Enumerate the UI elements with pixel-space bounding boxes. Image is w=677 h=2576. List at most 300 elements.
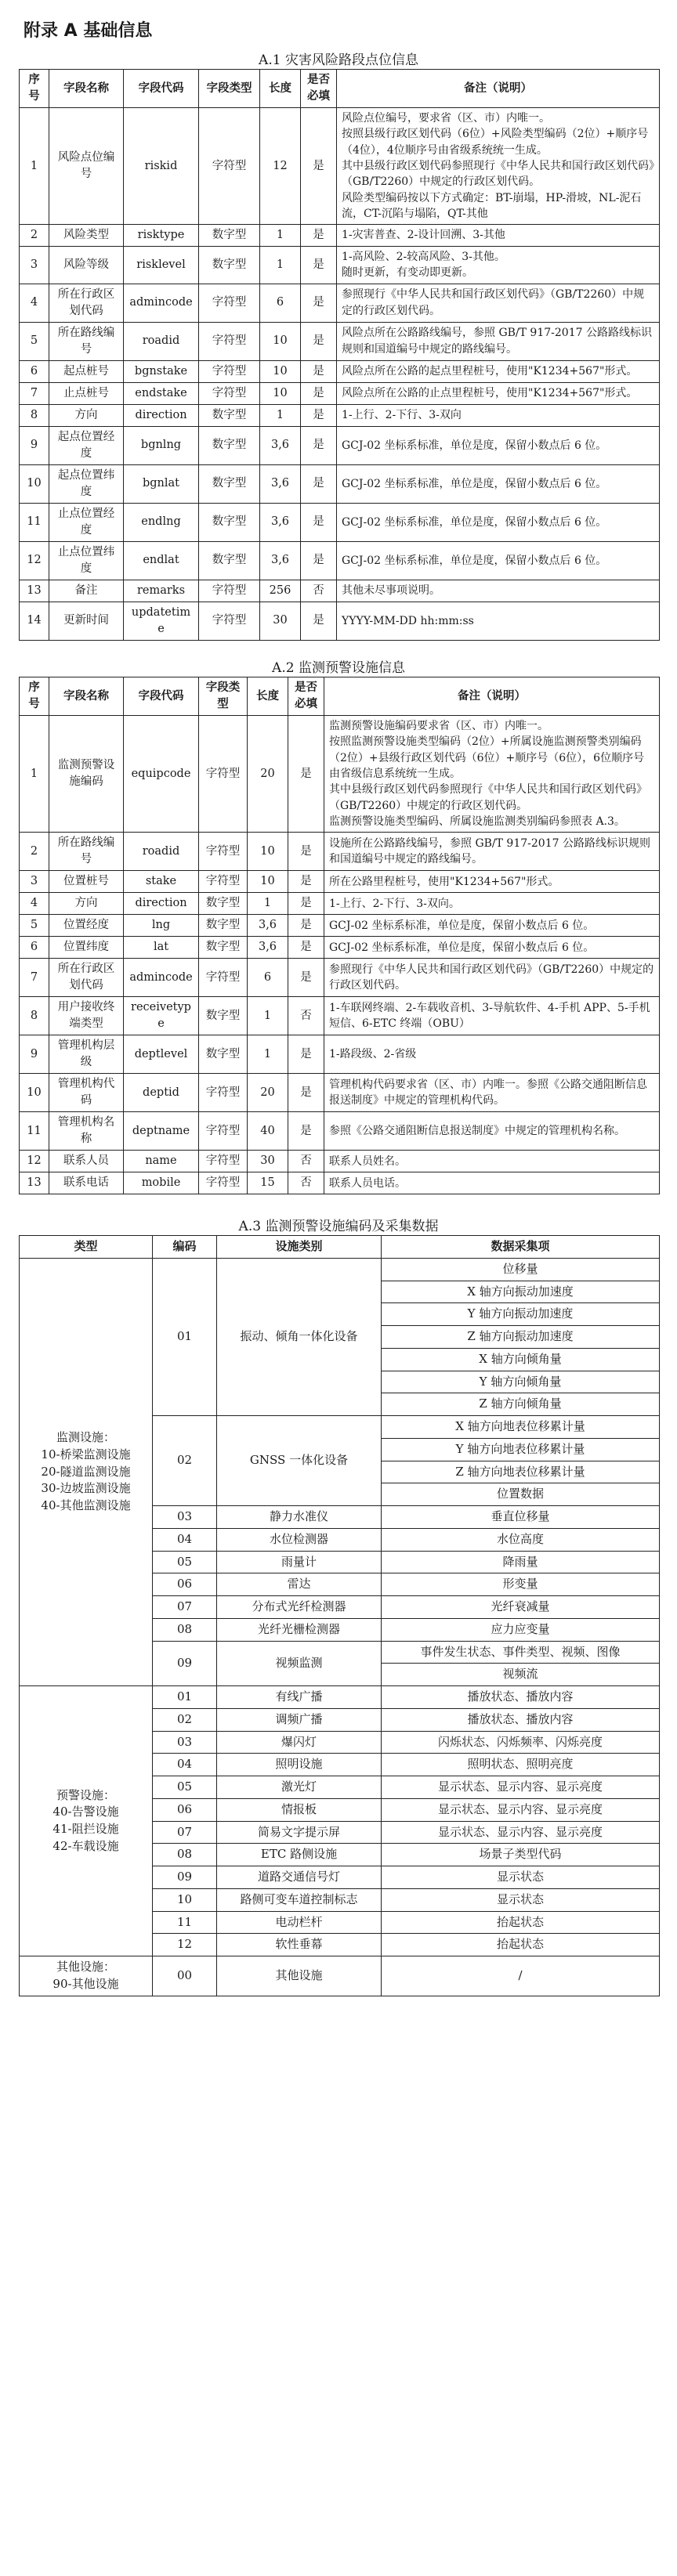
facility-category: 软性垂幕 (217, 1934, 382, 1956)
facility-code: 09 (153, 1866, 217, 1889)
cell-field-code: deptlevel (124, 1035, 199, 1074)
cell-required: 是 (288, 871, 324, 893)
cell-seq: 13 (20, 1172, 49, 1194)
cell-field-type: 数字型 (199, 541, 260, 580)
facility-code: 10 (153, 1888, 217, 1911)
table-row (20, 1258, 660, 1281)
data-item: 抬起状态 (382, 1911, 660, 1934)
data-item: Z 轴方向振动加速度 (382, 1326, 660, 1349)
cell-field-code: bgnlng (124, 426, 199, 464)
cell-length: 20 (248, 1074, 288, 1112)
cell-seq: 12 (20, 541, 49, 580)
data-item: 位移量 (382, 1258, 660, 1281)
cell-required: 是 (288, 1112, 324, 1151)
cell-seq: 9 (20, 426, 49, 464)
cell-remark: 其他未尽事项说明。 (337, 580, 660, 602)
cell-remark: 1-车联网终端、2-车载收音机、3-导航软件、4-手机 APP、5-手机短信、6-ETC 终端（OBU） (324, 997, 660, 1035)
facility-category: 水位检测器 (217, 1528, 382, 1551)
facility-category: 雨量计 (217, 1551, 382, 1573)
data-item: 应力应变量 (382, 1618, 660, 1641)
facility-category: 分布式光纤检测器 (217, 1596, 382, 1619)
cell-seq: 4 (20, 893, 49, 915)
facility-code: 08 (153, 1618, 217, 1641)
cell-length: 1 (260, 247, 301, 284)
cell-required: 是 (288, 833, 324, 871)
cell-field-code: admincode (124, 959, 199, 997)
column-header-remark: 备注（说明） (324, 677, 660, 716)
column-header-seq: 序号 (20, 677, 49, 716)
facility-code: 05 (153, 1551, 217, 1573)
cell-length: 3,6 (260, 464, 301, 503)
cell-field-type: 数字型 (199, 997, 248, 1035)
column-header-field-code: 字段代码 (124, 70, 199, 108)
facility-code: 03 (153, 1506, 217, 1529)
cell-field-code: bgnstake (124, 360, 199, 382)
cell-length: 3,6 (260, 426, 301, 464)
cell-remark: 参照现行《中华人民共和国行政区划代码》（GB/T2260）中规定的行政区划代码。 (337, 284, 660, 322)
data-item: 抬起状态 (382, 1934, 660, 1956)
table-row (20, 225, 660, 247)
data-item: 场景子类型代码 (382, 1844, 660, 1866)
cell-seq: 10 (20, 1074, 49, 1112)
facility-code: 01 (153, 1686, 217, 1709)
cell-field-name: 位置桩号 (49, 871, 124, 893)
cell-field-name: 风险类型 (49, 225, 124, 247)
data-item: Y 轴方向地表位移累计量 (382, 1438, 660, 1461)
data-item: X 轴方向地表位移累计量 (382, 1416, 660, 1439)
table-row (20, 1112, 660, 1151)
cell-field-code: endstake (124, 382, 199, 404)
cell-remark: 1-路段级、2-省级 (324, 1035, 660, 1074)
table-row (20, 959, 660, 997)
data-item: 显示状态、显示内容、显示亮度 (382, 1776, 660, 1799)
table-row (20, 1151, 660, 1172)
table-row (20, 247, 660, 284)
facility-category: 振动、倾角一体化设备 (217, 1258, 382, 1415)
table1-caption: A.1 灾害风险路段点位信息 (259, 52, 418, 68)
cell-length: 3,6 (248, 937, 288, 959)
cell-field-type: 数字型 (199, 893, 248, 915)
cell-field-code: direction (124, 893, 199, 915)
cell-field-type: 字符型 (199, 1151, 248, 1172)
cell-field-name: 所在行政区划代码 (49, 284, 124, 322)
cell-seq: 9 (20, 1035, 49, 1074)
cell-remark: 1-上行、2-下行、3-双向 (337, 404, 660, 426)
cell-field-name: 起点桩号 (49, 360, 124, 382)
cell-required: 是 (301, 503, 337, 541)
facility-code: 05 (153, 1776, 217, 1799)
table-row (20, 1686, 660, 1709)
facility-category: 照明设施 (217, 1754, 382, 1776)
data-item: 水位高度 (382, 1528, 660, 1551)
data-item: Z 轴方向地表位移累计量 (382, 1461, 660, 1483)
data-item: X 轴方向倾角量 (382, 1348, 660, 1371)
table-row (20, 426, 660, 464)
group-type: 其他设施： 90-其他设施 (20, 1956, 153, 1996)
cell-field-code: name (124, 1151, 199, 1172)
cell-field-type: 字符型 (199, 716, 248, 833)
table-row (20, 360, 660, 382)
column-header-length: 长度 (248, 677, 288, 716)
table-row (20, 893, 660, 915)
column-header-code: 编码 (153, 1236, 217, 1259)
column-header-required: 是否必填 (288, 677, 324, 716)
cell-field-name: 管理机构名称 (49, 1112, 124, 1151)
cell-remark: 风险点所在公路路线编号，参照 GB/T 917-2017 公路路线标识规则和国道编号中规定的路线编号。 (337, 322, 660, 360)
cell-field-type: 数字型 (199, 247, 260, 284)
cell-seq: 7 (20, 959, 49, 997)
facility-code: 02 (153, 1708, 217, 1731)
cell-seq: 6 (20, 937, 49, 959)
cell-length: 15 (248, 1172, 288, 1194)
cell-remark: 联系人员电话。 (324, 1172, 660, 1194)
cell-seq: 8 (20, 997, 49, 1035)
cell-length: 1 (248, 997, 288, 1035)
table-row (20, 997, 660, 1035)
cell-remark: 监测预警设施编码要求省（区、市）内唯一。 按照监测预警设施类型编码（2位）+所属设施监测预警类别编码（2位）+县级行政区划代码（6位）+顺序号（6位），6位顺序号由省级信息系统统一生成。 其中县级行政区划代码参照现行《中华人民共和国行政区划代码》（GB/T2260）中规定的行政区划代码。 监测预警设施类型编码、所属设施监测类别编码参照表 A.3。 (324, 716, 660, 833)
cell-field-name: 备注 (49, 580, 124, 602)
cell-field-type: 字符型 (199, 959, 248, 997)
cell-field-name: 起点位置经度 (49, 426, 124, 464)
cell-field-name: 风险等级 (49, 247, 124, 284)
facility-code: 03 (153, 1731, 217, 1754)
facility-category: 有线广播 (217, 1686, 382, 1709)
cell-field-name: 所在行政区划代码 (49, 959, 124, 997)
facility-code: 01 (153, 1258, 217, 1415)
data-item: 事件发生状态、事件类型、视频、图像 (382, 1641, 660, 1664)
table-row (20, 915, 660, 937)
cell-seq: 8 (20, 404, 49, 426)
cell-length: 12 (260, 108, 301, 225)
cell-field-type: 字符型 (199, 1172, 248, 1194)
cell-required: 是 (301, 225, 337, 247)
cell-seq: 1 (20, 108, 49, 225)
cell-seq: 7 (20, 382, 49, 404)
cell-remark: GCJ-02 坐标系标准，单位是度，保留小数点后 6 位。 (337, 426, 660, 464)
table-row (20, 937, 660, 959)
facility-code: 06 (153, 1573, 217, 1596)
facility-code: 02 (153, 1416, 217, 1506)
cell-field-type: 数字型 (199, 464, 260, 503)
monitoring-facility-table (19, 677, 660, 1194)
table-row (20, 1956, 660, 1996)
cell-field-type: 字符型 (199, 871, 248, 893)
cell-field-code: roadid (124, 322, 199, 360)
column-header-required: 是否必填 (301, 70, 337, 108)
data-item: 显示状态、显示内容、显示亮度 (382, 1821, 660, 1844)
cell-length: 6 (248, 959, 288, 997)
cell-length: 1 (260, 404, 301, 426)
data-item: 光纤衰减量 (382, 1596, 660, 1619)
facility-code: 08 (153, 1844, 217, 1866)
table-row (20, 382, 660, 404)
cell-required: 否 (288, 1151, 324, 1172)
data-item: X 轴方向振动加速度 (382, 1281, 660, 1303)
cell-length: 10 (260, 322, 301, 360)
cell-field-type: 数字型 (199, 503, 260, 541)
facility-category: 其他设施 (217, 1956, 382, 1996)
cell-field-type: 字符型 (199, 580, 260, 602)
facility-category: 光纤光栅检测器 (217, 1618, 382, 1641)
cell-field-code: admincode (124, 284, 199, 322)
cell-required: 是 (288, 1074, 324, 1112)
cell-length: 20 (248, 716, 288, 833)
cell-remark: 设施所在公路路线编号，参照 GB/T 917-2017 公路路线标识规则和国道编号中规定的路线编号。 (324, 833, 660, 871)
cell-field-code: bgnlat (124, 464, 199, 503)
cell-field-type: 字符型 (199, 360, 260, 382)
cell-seq: 13 (20, 580, 49, 602)
cell-required: 是 (288, 915, 324, 937)
cell-field-code: deptname (124, 1112, 199, 1151)
cell-seq: 5 (20, 915, 49, 937)
cell-remark: 风险点所在公路的止点里程桩号，使用"K1234+567"形式。 (337, 382, 660, 404)
data-item: 显示状态、显示内容、显示亮度 (382, 1798, 660, 1821)
cell-field-name: 止点位置经度 (49, 503, 124, 541)
facility-category: 电动栏杆 (217, 1911, 382, 1934)
facility-category: 调频广播 (217, 1708, 382, 1731)
facility-category: 道路交通信号灯 (217, 1866, 382, 1889)
cell-length: 1 (248, 1035, 288, 1074)
table-row (20, 404, 660, 426)
cell-field-code: endlat (124, 541, 199, 580)
cell-required: 是 (301, 247, 337, 284)
cell-field-code: risktype (124, 225, 199, 247)
cell-length: 3,6 (260, 541, 301, 580)
cell-field-name: 所在路线编号 (49, 322, 124, 360)
cell-required: 是 (301, 284, 337, 322)
cell-field-name: 管理机构层级 (49, 1035, 124, 1074)
column-header-field-name: 字段名称 (49, 70, 124, 108)
cell-field-type: 字符型 (199, 602, 260, 640)
cell-field-code: receivetype (124, 997, 199, 1035)
cell-required: 是 (288, 716, 324, 833)
cell-field-name: 所在路线编号 (49, 833, 124, 871)
table-row (20, 541, 660, 580)
cell-required: 是 (301, 464, 337, 503)
cell-required: 是 (288, 959, 324, 997)
cell-field-name: 方向 (49, 404, 124, 426)
table-row (20, 716, 660, 833)
cell-remark: GCJ-02 坐标系标准，单位是度，保留小数点后 6 位。 (324, 937, 660, 959)
cell-field-name: 起点位置纬度 (49, 464, 124, 503)
cell-required: 否 (288, 1172, 324, 1194)
cell-field-name: 方向 (49, 893, 124, 915)
cell-remark: 1-灾害普查、2-设计回溯、3-其他 (337, 225, 660, 247)
cell-seq: 14 (20, 602, 49, 640)
data-item: 位置数据 (382, 1483, 660, 1506)
data-item: Z 轴方向倾角量 (382, 1393, 660, 1416)
facility-code: 06 (153, 1798, 217, 1821)
cell-field-type: 字符型 (199, 1074, 248, 1112)
cell-field-code: stake (124, 871, 199, 893)
column-header-field-type: 字段类型 (199, 70, 260, 108)
group-type: 监测设施： 10-桥梁监测设施 20-隧道监测设施 30-边坡监测设施 40-其他监测设施 (20, 1258, 153, 1685)
table-row (20, 580, 660, 602)
cell-remark: 参照现行《中华人民共和国行政区划代码》（GB/T2260）中规定的行政区划代码。 (324, 959, 660, 997)
table-row (20, 833, 660, 871)
data-item: 视频流 (382, 1664, 660, 1686)
facility-category: ETC 路侧设施 (217, 1844, 382, 1866)
cell-field-name: 更新时间 (49, 602, 124, 640)
data-item: Y 轴方向倾角量 (382, 1371, 660, 1393)
cell-field-type: 字符型 (199, 108, 260, 225)
cell-required: 是 (301, 602, 337, 640)
cell-remark: 联系人员姓名。 (324, 1151, 660, 1172)
cell-field-type: 数字型 (199, 404, 260, 426)
cell-seq: 2 (20, 833, 49, 871)
data-item: 形变量 (382, 1573, 660, 1596)
facility-category: 情报板 (217, 1798, 382, 1821)
cell-length: 6 (260, 284, 301, 322)
cell-seq: 11 (20, 1112, 49, 1151)
facility-code: 07 (153, 1596, 217, 1619)
facility-code: 07 (153, 1821, 217, 1844)
cell-remark: 风险点所在公路的起点里程桩号，使用"K1234+567"形式。 (337, 360, 660, 382)
cell-length: 10 (260, 382, 301, 404)
cell-field-code: endlng (124, 503, 199, 541)
table-row (20, 108, 660, 225)
group-type: 预警设施： 40-告警设施 41-阻拦设施 42-车载设施 (20, 1686, 153, 1956)
risk-section-table (19, 69, 660, 641)
cell-length: 10 (248, 833, 288, 871)
cell-required: 是 (301, 426, 337, 464)
table3-caption: A.3 监测预警设施编码及采集数据 (238, 1219, 439, 1234)
cell-field-code: deptid (124, 1074, 199, 1112)
column-header-field-name: 字段名称 (49, 677, 124, 716)
facility-code: 04 (153, 1528, 217, 1551)
cell-seq: 12 (20, 1151, 49, 1172)
facility-category: 激光灯 (217, 1776, 382, 1799)
cell-field-code: updatetime (124, 602, 199, 640)
cell-field-type: 字符型 (199, 322, 260, 360)
data-item: 垂直位移量 (382, 1506, 660, 1529)
column-header-category: 设施类别 (217, 1236, 382, 1259)
cell-required: 是 (301, 108, 337, 225)
cell-remark: YYYY-MM-DD hh:mm:ss (337, 602, 660, 640)
data-item: 播放状态、播放内容 (382, 1708, 660, 1731)
cell-required: 是 (301, 541, 337, 580)
cell-remark: GCJ-02 坐标系标准，单位是度，保留小数点后 6 位。 (337, 503, 660, 541)
table-row (20, 464, 660, 503)
cell-field-name: 位置纬度 (49, 937, 124, 959)
cell-remark: 所在公路里程桩号，使用"K1234+567"形式。 (324, 871, 660, 893)
cell-field-name: 风险点位编号 (49, 108, 124, 225)
cell-field-name: 位置经度 (49, 915, 124, 937)
cell-field-name: 用户接收终端类型 (49, 997, 124, 1035)
cell-length: 30 (248, 1151, 288, 1172)
table-row (20, 322, 660, 360)
cell-field-type: 数字型 (199, 1035, 248, 1074)
cell-seq: 1 (20, 716, 49, 833)
column-header-seq: 序号 (20, 70, 49, 108)
column-header-field-type: 字段类型 (199, 677, 248, 716)
appendix-title: 附录 A 基础信息 (24, 21, 153, 41)
cell-field-code: lng (124, 915, 199, 937)
cell-length: 40 (248, 1112, 288, 1151)
cell-field-name: 管理机构代码 (49, 1074, 124, 1112)
data-item: / (382, 1956, 660, 1996)
cell-required: 是 (301, 404, 337, 426)
cell-field-type: 字符型 (199, 284, 260, 322)
cell-length: 1 (260, 225, 301, 247)
cell-field-name: 联系人员 (49, 1151, 124, 1172)
facility-code: 09 (153, 1641, 217, 1686)
cell-required: 是 (301, 382, 337, 404)
cell-seq: 11 (20, 503, 49, 541)
cell-seq: 6 (20, 360, 49, 382)
cell-length: 3,6 (248, 915, 288, 937)
cell-field-type: 数字型 (199, 426, 260, 464)
table-row (20, 602, 660, 640)
facility-category: 爆闪灯 (217, 1731, 382, 1754)
table-row (20, 1172, 660, 1194)
data-item: 闪烁状态、闪烁频率、闪烁亮度 (382, 1731, 660, 1754)
cell-required: 是 (288, 893, 324, 915)
table-row (20, 1035, 660, 1074)
cell-length: 10 (248, 871, 288, 893)
data-item: 照明状态、照明亮度 (382, 1754, 660, 1776)
cell-field-type: 字符型 (199, 1112, 248, 1151)
data-item: 显示状态 (382, 1866, 660, 1889)
facility-category: 简易文字提示屏 (217, 1821, 382, 1844)
facility-category: 静力水准仪 (217, 1506, 382, 1529)
data-item: Y 轴方向振动加速度 (382, 1303, 660, 1326)
cell-required: 是 (301, 360, 337, 382)
facility-category: 视频监测 (217, 1641, 382, 1686)
cell-field-name: 止点位置纬度 (49, 541, 124, 580)
cell-seq: 10 (20, 464, 49, 503)
facility-category: 路侧可变车道控制标志 (217, 1888, 382, 1911)
cell-required: 是 (301, 322, 337, 360)
data-item: 播放状态、播放内容 (382, 1686, 660, 1709)
cell-field-code: mobile (124, 1172, 199, 1194)
cell-field-code: riskid (124, 108, 199, 225)
facility-code: 11 (153, 1911, 217, 1934)
cell-required: 是 (288, 1035, 324, 1074)
table-row (20, 284, 660, 322)
column-header-remark: 备注（说明） (337, 70, 660, 108)
cell-remark: 风险点位编号，要求省（区、市）内唯一。 按照县级行政区划代码（6位）+风险类型编码（2位）+顺序号（4位），4位顺序号由省级系统统一生成。 其中县级行政区划代码参照现行《中华人民共和国行政区划代码》（GB/T2260）中规定的行政区划代码。 风险类型编码按以下方式确定：BT-崩塌，HP-滑坡，NL-泥石流，CT-沉陷与塌陷，QT-其他 (337, 108, 660, 225)
facility-category: 雷达 (217, 1573, 382, 1596)
cell-required: 是 (288, 937, 324, 959)
facility-code: 04 (153, 1754, 217, 1776)
data-item: 显示状态 (382, 1888, 660, 1911)
cell-field-name: 监测预警设施编码 (49, 716, 124, 833)
cell-field-name: 联系电话 (49, 1172, 124, 1194)
cell-remark: 1-高风险、2-较高风险、3-其他。 随时更新，有变动即更新。 (337, 247, 660, 284)
facility-code-table (19, 1235, 660, 1996)
cell-required: 否 (288, 997, 324, 1035)
cell-field-code: risklevel (124, 247, 199, 284)
column-header-length: 长度 (260, 70, 301, 108)
cell-field-type: 字符型 (199, 833, 248, 871)
cell-field-code: remarks (124, 580, 199, 602)
cell-length: 10 (260, 360, 301, 382)
cell-length: 256 (260, 580, 301, 602)
cell-seq: 3 (20, 247, 49, 284)
cell-seq: 4 (20, 284, 49, 322)
cell-field-type: 字符型 (199, 382, 260, 404)
column-header-field-code: 字段代码 (124, 677, 199, 716)
cell-remark: GCJ-02 坐标系标准，单位是度，保留小数点后 6 位。 (337, 464, 660, 503)
cell-length: 1 (248, 893, 288, 915)
table-row (20, 1074, 660, 1112)
data-item: 降雨量 (382, 1551, 660, 1573)
cell-field-type: 数字型 (199, 225, 260, 247)
column-header-type: 类型 (20, 1236, 153, 1259)
cell-remark: GCJ-02 坐标系标准，单位是度，保留小数点后 6 位。 (324, 915, 660, 937)
column-header-data-item: 数据采集项 (382, 1236, 660, 1259)
